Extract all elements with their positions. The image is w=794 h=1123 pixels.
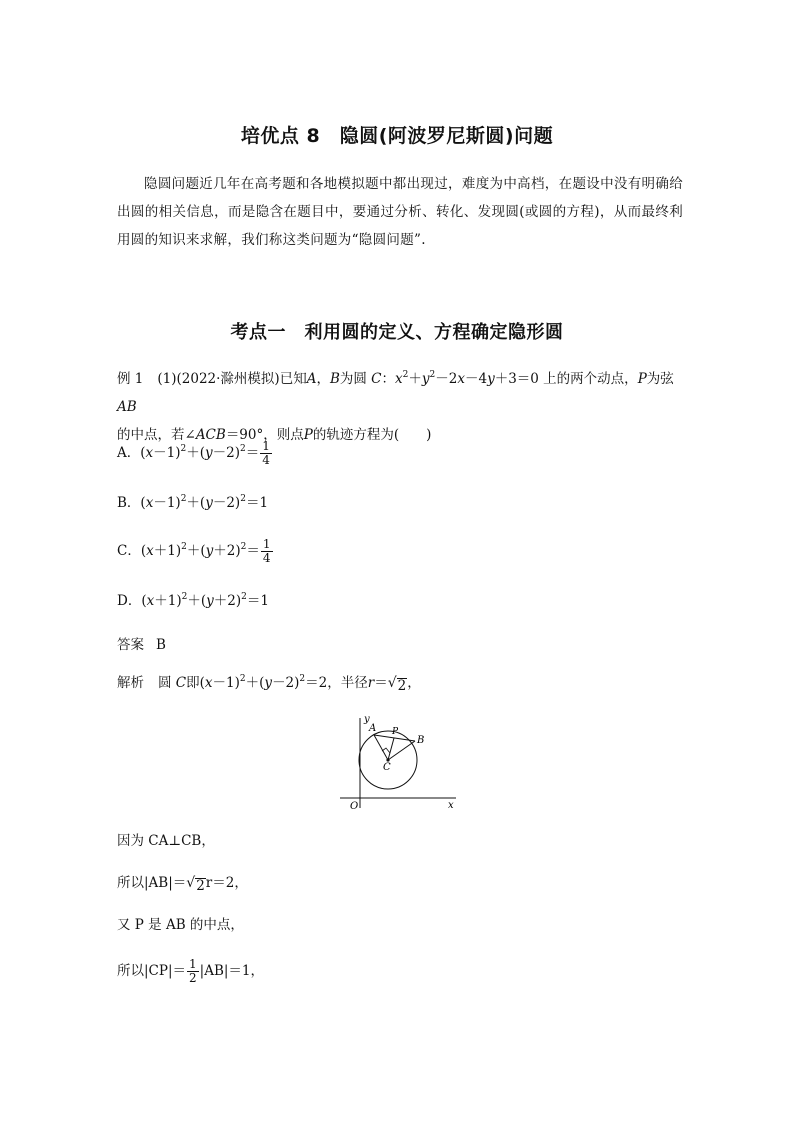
- example-label: 例 1: [117, 371, 144, 387]
- analysis-line-5: 所以|CP|＝ $\frac{1}{2}$ |AB|＝1，: [117, 957, 265, 985]
- fraction-half: $\frac{1}{2}$: [189, 957, 197, 985]
- origin-label: O: [350, 801, 359, 812]
- y-label: y: [364, 714, 370, 725]
- segment-ca: [374, 735, 388, 760]
- geometry-figure: [336, 712, 462, 812]
- sqrt-two: √ 2: [387, 675, 407, 694]
- point-a-label: A: [369, 723, 377, 734]
- sqrt-two: √ 2: [186, 875, 205, 894]
- section-title: 考点一 利用圆的定义、方程确定隐形圆: [230, 322, 564, 343]
- option-d[interactable]: D．$(x+1)^2+(y+2)^2=1$: [117, 592, 269, 609]
- example-question: 例 1 (1)(2022·滁州模拟)已知A，B为圆 C：$x^2+y^2-2x-4y+3=0$ 上的两个动点，P为弦AB 的中点，若∠ACB＝90°，则点P的轨迹方程为( ): [117, 370, 674, 443]
- option-b[interactable]: B．$(x-1)^2+(y-2)^2=1$: [117, 494, 269, 511]
- analysis-line-4: 又 P 是 AB 的中点，: [117, 917, 244, 933]
- answer-label: 答案: [117, 637, 144, 653]
- answer: [117, 634, 166, 656]
- fraction-quarter: $\frac{1}{4}$: [262, 439, 270, 467]
- page-title: 培优点 8 隐圆(阿波罗尼斯圆)问题: [240, 125, 554, 147]
- point-p-label: P: [392, 727, 399, 737]
- point-b-label: B: [417, 735, 425, 746]
- point-c-label: C: [383, 762, 391, 773]
- analysis-label: 解析: [117, 675, 144, 691]
- x-label: x: [448, 800, 454, 811]
- circle-equation: $x^2+y^2-2x-4y+3$: [395, 370, 517, 387]
- option-a[interactable]: A．$(x-1)^2+(y-2)^2=$ $\frac{1}{4}$: [117, 439, 270, 467]
- fraction-quarter: $\frac{1}{4}$: [262, 537, 271, 565]
- analysis-line-1: 解析 圆 C即$(x-1)^2+(y-2)^2=2$，半径r＝ √ 2 ，: [117, 674, 421, 694]
- option-c[interactable]: C．$(x+1)^2+(y+2)^2=$ $\frac{1}{4}$: [117, 537, 271, 565]
- answer-value: B: [156, 637, 166, 653]
- intro-paragraph: 隐圆问题近几年在高考题和各地模拟题中都出现过，难度为中高档，在题设中没有明确给出圆的相关信息，而是隐含在题目中，要通过分析、转化、发现圆(或圆的方程)，从而最终利用圆的知识来求解，我们称这类问题为“隐圆问题”.: [117, 176, 683, 248]
- analysis-line-3: 所以|AB|＝ √ 2 r＝2，: [117, 872, 248, 894]
- analysis-line-2: 因为 CA⊥CB，: [117, 833, 215, 849]
